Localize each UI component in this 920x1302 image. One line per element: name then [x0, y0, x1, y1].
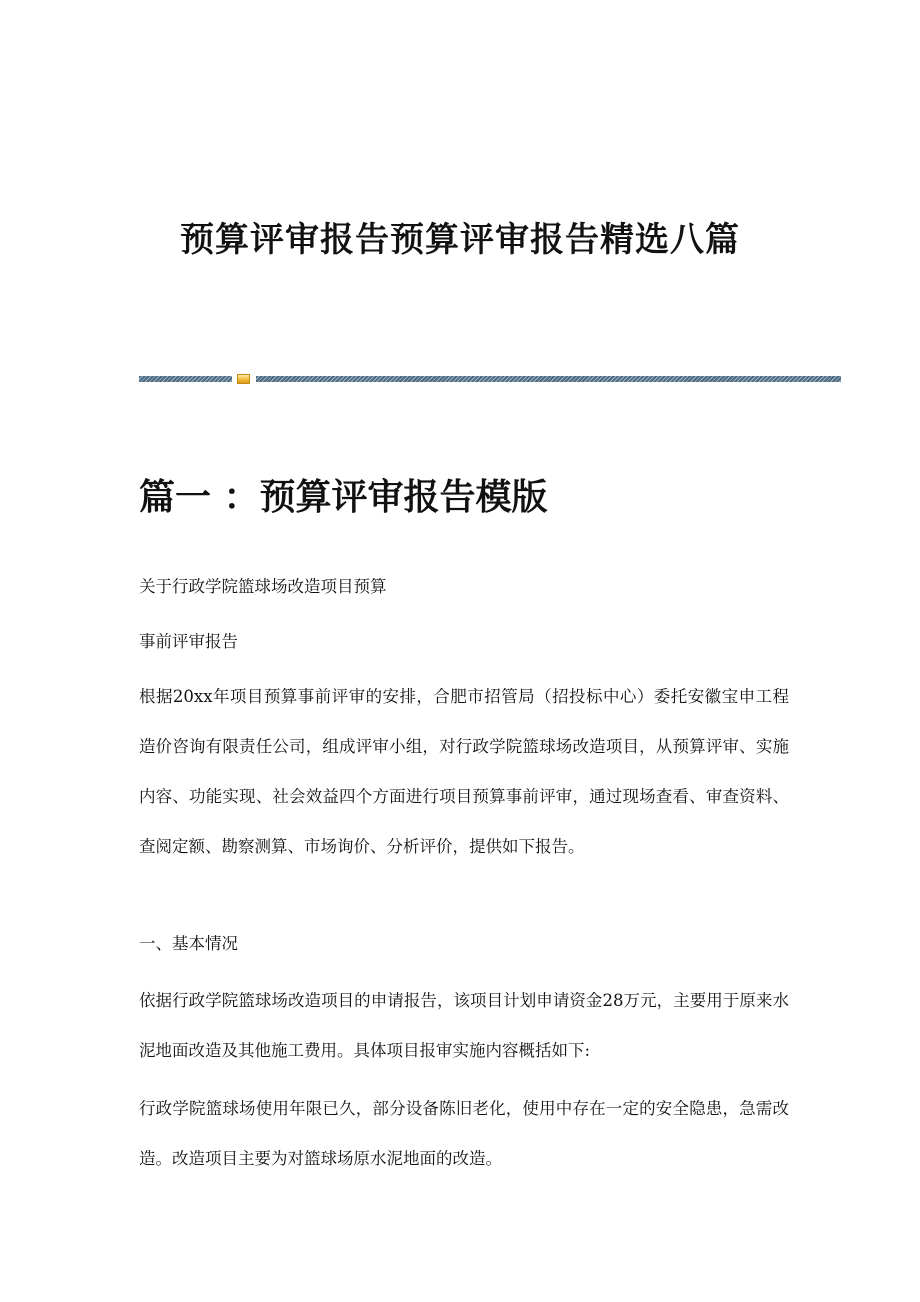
paragraph-application: 依据行政学院篮球场改造项目的申请报告，该项目计划申请资金28万元，主要用于原来水泥地面改造及其他施工费用。具体项目报审实施内容概括如下: [139, 991, 789, 1060]
paragraph-project-title: 关于行政学院篮球场改造项目预算 [139, 577, 387, 596]
divider-bar-right [256, 376, 841, 382]
divider-ornament-icon [237, 374, 250, 384]
paragraph-condition: 行政学院篮球场使用年限已久，部分设备陈旧老化，使用中存在一定的安全隐患，急需改造。改造项目主要为对篮球场原水泥地面的改造。 [139, 1099, 789, 1168]
paragraph-report-name: 事前评审报告 [139, 632, 238, 651]
section-heading: 篇一 ：预算评审报告模版 [139, 476, 548, 518]
title-divider [139, 374, 841, 383]
paragraph-basic-info-heading: 一、基本情况 [139, 934, 238, 953]
paragraph-background: 根据20xx年项目预算事前评审的安排，合肥市招管局（招投标中心）委托安徽宝申工程造价咨询有限责任公司，组成评审小组，对行政学院篮球场改造项目，从预算评审、实施内容、功能实现、社会效益四个方面进行项目预算事前评审，通过现场查看、审查资料、查阅定额、勘察测算、市场询价、分析评价，提供如下报告。 [139, 687, 789, 856]
document-title: 预算评审报告预算评审报告精选八篇 [180, 220, 740, 260]
divider-bar-left [139, 376, 232, 382]
